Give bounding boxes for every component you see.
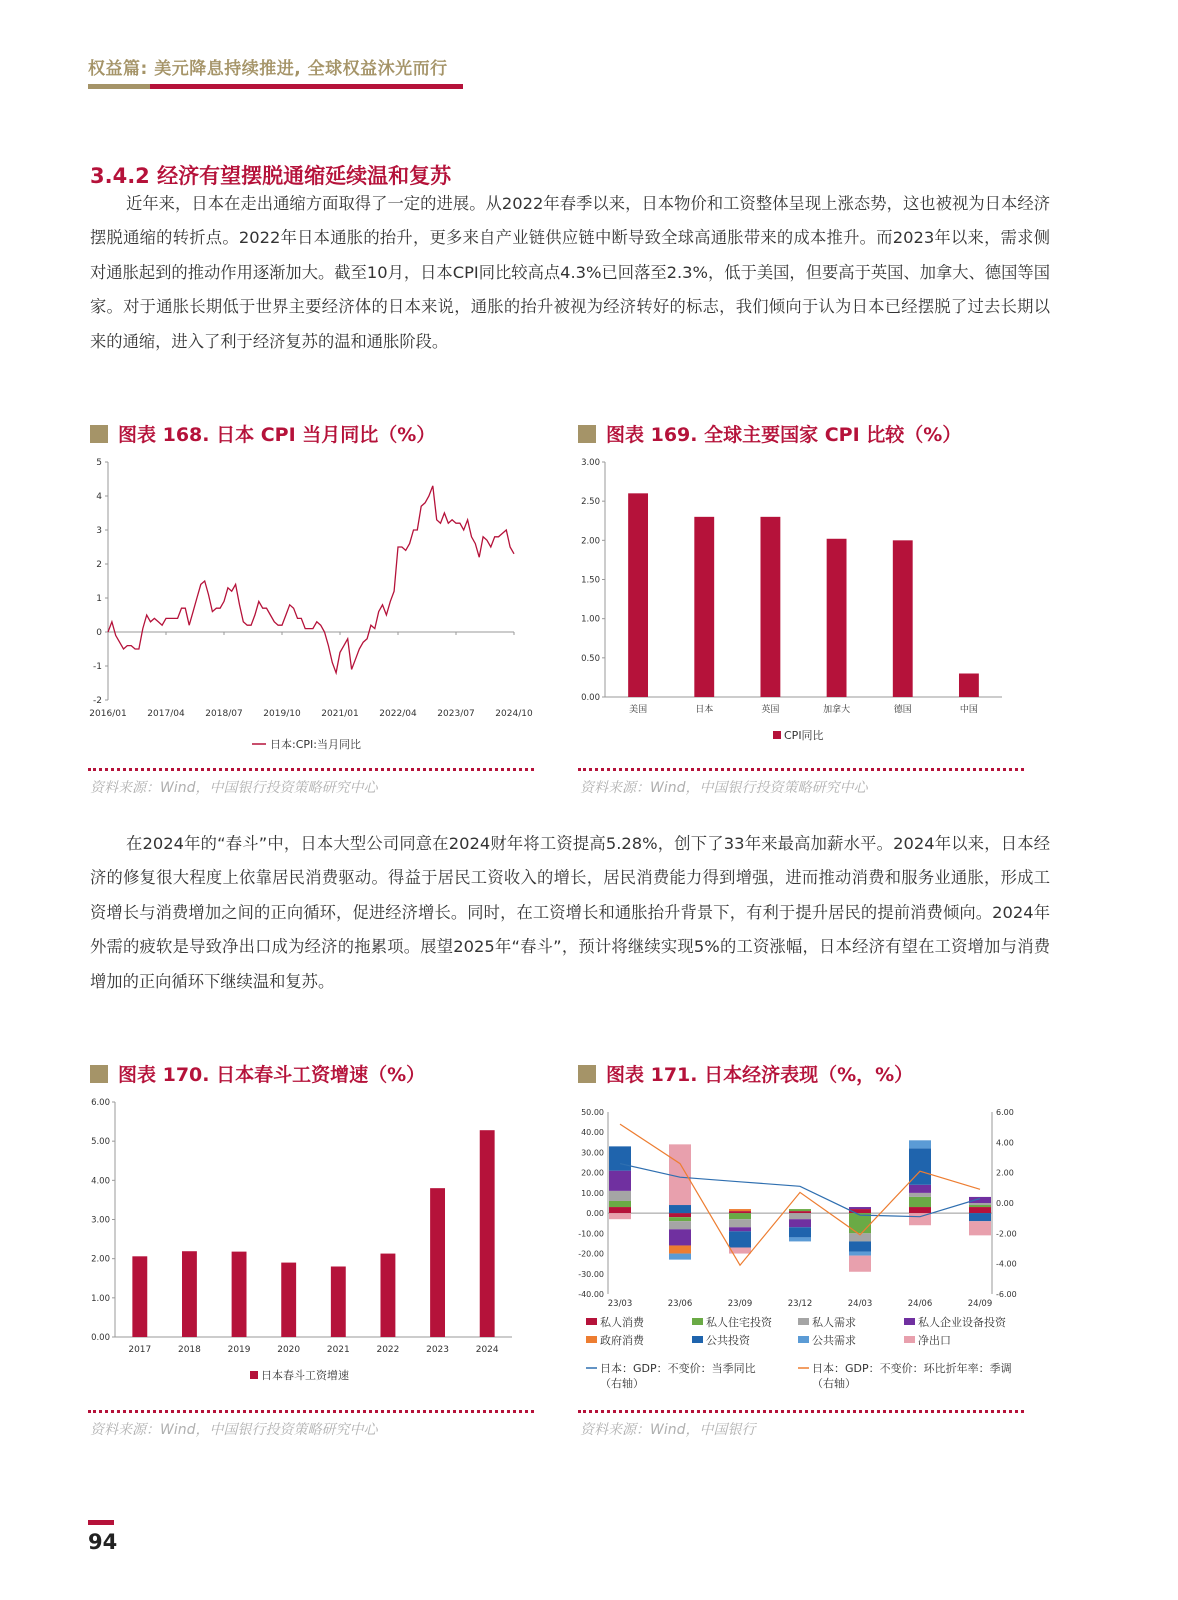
bar bbox=[281, 1263, 296, 1337]
y-tick-label: 1.00 bbox=[581, 614, 600, 625]
y-tick-label: 0.00 bbox=[581, 693, 600, 703]
y-left-tick-label: 50.00 bbox=[581, 1108, 604, 1117]
x-tick-label: 2024 bbox=[475, 1345, 499, 1355]
dotted-divider-170 bbox=[88, 1410, 534, 1413]
bar bbox=[182, 1251, 197, 1337]
y-tick-label: 1.00 bbox=[91, 1293, 110, 1304]
source-168: 资料来源：Wind，中国银行投资策略研究中心 bbox=[90, 780, 378, 796]
x-tick-label: 德国 bbox=[893, 705, 912, 715]
y-left-tick-label: -40.00 bbox=[578, 1290, 604, 1299]
y-left-tick-label: 30.00 bbox=[581, 1148, 604, 1158]
chart-title-170 bbox=[90, 1060, 425, 1087]
bar bbox=[331, 1267, 346, 1338]
legend-label: 私人需求 bbox=[812, 1316, 856, 1329]
y-tick-label: 2.00 bbox=[581, 536, 600, 547]
chart-title-168 bbox=[90, 420, 435, 447]
stacked-bar-segment bbox=[909, 1185, 931, 1193]
stacked-bar-segment bbox=[969, 1205, 991, 1207]
y-left-tick-label: -10.00 bbox=[578, 1229, 604, 1239]
y-tick-label: 5 bbox=[96, 458, 102, 468]
source-171: 资料来源：Wind，中国银行 bbox=[580, 1422, 756, 1438]
source-170: 资料来源：Wind，中国银行投资策略研究中心 bbox=[90, 1422, 378, 1438]
x-tick-label: 2023 bbox=[426, 1345, 450, 1355]
y-left-tick-label: 40.00 bbox=[581, 1128, 604, 1138]
paragraph-1 bbox=[90, 187, 1050, 359]
chart-title-170-text: 图表 170. 日本春斗工资增速（%） bbox=[118, 1064, 426, 1086]
x-tick-label: 23/03 bbox=[607, 1299, 633, 1309]
stacked-bar-segment bbox=[789, 1227, 811, 1237]
stacked-bar-segment bbox=[789, 1213, 811, 1219]
x-tick-label: 2021 bbox=[326, 1345, 350, 1355]
stacked-bar-segment bbox=[669, 1254, 691, 1260]
legend-swatch bbox=[798, 1318, 809, 1325]
stacked-bar-segment bbox=[669, 1213, 691, 1217]
stacked-bar-segment bbox=[849, 1241, 871, 1251]
x-tick-label: 2021/01 bbox=[321, 709, 359, 719]
legend-swatch bbox=[904, 1318, 915, 1325]
stacked-bar-segment bbox=[789, 1219, 811, 1227]
stacked-bar-segment bbox=[969, 1203, 991, 1205]
legend-label: 政府消费 bbox=[600, 1334, 644, 1347]
y-tick-label: 4 bbox=[96, 492, 102, 502]
legend-swatch bbox=[904, 1336, 915, 1343]
legend-label: 私人消费 bbox=[600, 1316, 644, 1329]
y-left-tick-label: -20.00 bbox=[578, 1249, 604, 1259]
header-bar bbox=[88, 84, 463, 89]
legend-label: 日本：GDP：不变价：当季同比（右轴） bbox=[600, 1362, 756, 1390]
y-right-tick-label: 4.00 bbox=[996, 1138, 1014, 1148]
header-title: 权益篇: 美元降息持续推进, 全球权益沐光而行 bbox=[88, 59, 448, 79]
y-tick-label: 3.00 bbox=[581, 458, 600, 468]
x-tick-label: 23/06 bbox=[667, 1299, 693, 1309]
y-tick-label: 3.00 bbox=[91, 1215, 110, 1226]
stacked-bar-segment bbox=[729, 1231, 751, 1247]
stacked-bar-segment bbox=[849, 1256, 871, 1272]
stacked-bar-segment bbox=[789, 1237, 811, 1241]
x-tick-label: 24/03 bbox=[847, 1299, 873, 1309]
chart-title-169 bbox=[578, 420, 961, 447]
stacked-bar-segment bbox=[909, 1193, 931, 1197]
bar bbox=[232, 1252, 247, 1337]
bar bbox=[132, 1256, 147, 1337]
legend-label: 日本春斗工资增速 bbox=[261, 1369, 349, 1382]
y-tick-label: 4.00 bbox=[91, 1176, 110, 1187]
legend-label: 私人企业设备投资 bbox=[918, 1316, 1006, 1329]
y-tick-label: 2.50 bbox=[581, 497, 600, 508]
chart-title-171 bbox=[578, 1060, 913, 1087]
stacked-bar-segment bbox=[969, 1207, 991, 1213]
stacked-bar-segment bbox=[969, 1213, 991, 1221]
stacked-bar-segment bbox=[849, 1252, 871, 1256]
page-number: 94 bbox=[88, 1530, 118, 1554]
x-tick-label: 2019/10 bbox=[263, 709, 301, 719]
bar bbox=[827, 539, 847, 697]
y-tick-label: 0 bbox=[96, 628, 102, 638]
stacked-bar-segment bbox=[609, 1146, 631, 1170]
legend-label: 日本:CPI:当月同比 bbox=[270, 738, 361, 751]
legend-label: 公共投资 bbox=[706, 1334, 750, 1347]
stacked-bar-segment bbox=[669, 1245, 691, 1253]
stacked-bar-segment bbox=[969, 1197, 991, 1203]
bar bbox=[380, 1254, 395, 1337]
legend-label: 净出口 bbox=[918, 1334, 951, 1347]
stacked-bar-segment bbox=[669, 1217, 691, 1221]
bar bbox=[480, 1130, 495, 1337]
x-tick-label: 2023/07 bbox=[437, 709, 475, 719]
y-right-tick-label: -4.00 bbox=[996, 1259, 1017, 1269]
chart-title-171-text: 图表 171. 日本经济表现（%，%） bbox=[606, 1064, 914, 1086]
y-tick-label: 0.50 bbox=[581, 653, 600, 664]
title-square-icon bbox=[90, 425, 108, 443]
title-square-icon bbox=[578, 1065, 596, 1083]
x-tick-label: 23/09 bbox=[727, 1299, 753, 1309]
legend-label: 公共需求 bbox=[812, 1334, 856, 1347]
x-tick-label: 2018 bbox=[177, 1345, 201, 1355]
y-tick-label: 1 bbox=[96, 594, 102, 604]
x-tick-label: 美国 bbox=[629, 705, 648, 715]
y-tick-label: 1.50 bbox=[581, 575, 600, 586]
source-169: 资料来源：Wind，中国银行投资策略研究中心 bbox=[580, 780, 868, 796]
y-left-tick-label: 10.00 bbox=[581, 1188, 604, 1198]
y-right-tick-label: -6.00 bbox=[996, 1290, 1017, 1299]
stacked-bar-segment bbox=[729, 1209, 751, 1211]
x-tick-label: 23/12 bbox=[787, 1299, 813, 1309]
y-tick-label: 5.00 bbox=[91, 1137, 110, 1148]
bar bbox=[430, 1188, 445, 1337]
paragraph-2-text: 在2024年的“春斗”中，日本大型公司同意在2024财年将工资提高5.28%，创下了33年来最高加薪水平。2024年以来，日本经济的修复很大程度上依靠居民消费驱动。得益于居民工资收入的增长，居民消费能力得到增强，进而推动消费和服务业通胀，形成工资增长与消费增加之间的正向循环，促进经济增长。同时，在工资增长和通胀抬升背景下，有利于提升居民的提前消费倾向。2024年外需的疲软是导致净出口成为经济的拖累项。展望2025年“春斗”，预计将继续实现5%的工资涨幅，日本经济有望在工资增加与消费增加的正向循环下继续温和复苏。 bbox=[90, 834, 1050, 991]
x-tick-label: 加拿大 bbox=[823, 705, 851, 715]
chart-171 bbox=[570, 1100, 1040, 1400]
stacked-bar-segment bbox=[609, 1191, 631, 1201]
x-tick-label: 中国 bbox=[959, 705, 978, 715]
dotted-divider-169 bbox=[578, 768, 1024, 771]
x-tick-label: 24/06 bbox=[907, 1299, 933, 1309]
legend-swatch bbox=[250, 1371, 258, 1379]
stacked-bar-segment bbox=[909, 1140, 931, 1148]
chart-title-168-text: 图表 168. 日本 CPI 当月同比（%） bbox=[118, 424, 436, 446]
stacked-bar-segment bbox=[849, 1207, 871, 1209]
y-tick-label: 2 bbox=[96, 560, 102, 570]
bar bbox=[959, 674, 979, 698]
y-right-tick-label: -2.00 bbox=[996, 1229, 1017, 1239]
stacked-bar-segment bbox=[789, 1209, 811, 1211]
y-right-tick-label: 0.00 bbox=[996, 1199, 1014, 1208]
chart-170 bbox=[80, 1092, 550, 1404]
legend-swatch bbox=[798, 1336, 809, 1343]
stacked-bar-segment bbox=[969, 1221, 991, 1235]
legend-swatch bbox=[692, 1318, 703, 1325]
page-number-mark bbox=[88, 1520, 114, 1525]
stacked-bar-segment bbox=[609, 1207, 631, 1213]
chart-title-169-text: 图表 169. 全球主要国家 CPI 比较（%） bbox=[606, 424, 962, 446]
bar bbox=[628, 493, 648, 697]
legend-swatch bbox=[692, 1336, 703, 1343]
paragraph-1-text: 近年来，日本在走出通缩方面取得了一定的进展。从2022年春季以来，日本物价和工资整体呈现上涨态势，这也被视为日本经济摆脱通缩的转折点。2022年日本通胀的抬升，更多来自产业链供应链中断导致全球高通胀带来的成本推升。而2023年以来，需求侧对通胀起到的推动作用逐渐加大。截至10月，日本CPI同比较高点4.3%已回落至2.3%，低于美国，但要高于英国、加拿大、德国等国家。对于通胀长期低于世界主要经济体的日本来说，通胀的抬升被视为经济转好的标志，我们倾向于认为日本已经摆脱了过去长期以来的通缩，进入了利于经济复苏的温和通胀阶段。 bbox=[90, 194, 1050, 351]
x-tick-label: 24/09 bbox=[967, 1299, 993, 1309]
stacked-bar-segment bbox=[609, 1213, 631, 1219]
y-tick-label: 3 bbox=[96, 526, 102, 536]
bar bbox=[760, 517, 780, 697]
legend-label: CPI同比 bbox=[784, 729, 824, 742]
bar bbox=[694, 517, 714, 697]
x-tick-label: 2022 bbox=[376, 1345, 400, 1355]
stacked-bar-segment bbox=[729, 1227, 751, 1231]
bar bbox=[893, 540, 913, 697]
stacked-bar-segment bbox=[669, 1221, 691, 1229]
legend-swatch bbox=[586, 1318, 597, 1325]
y-left-tick-label: -30.00 bbox=[578, 1269, 604, 1279]
legend-swatch bbox=[586, 1336, 597, 1343]
stacked-bar-segment bbox=[909, 1197, 931, 1207]
legend-label: 私人住宅投资 bbox=[706, 1316, 772, 1329]
stacked-bar-segment bbox=[609, 1201, 631, 1207]
legend-label: 日本：GDP：不变价：环比折年率：季调（右轴） bbox=[812, 1362, 1012, 1390]
paragraph-2 bbox=[90, 827, 1050, 999]
legend-swatch bbox=[773, 731, 781, 739]
stacked-bar-segment bbox=[669, 1205, 691, 1213]
stacked-bar-segment bbox=[849, 1213, 871, 1233]
stacked-bar-segment bbox=[669, 1144, 691, 1205]
x-tick-label: 日本 bbox=[695, 705, 714, 715]
x-tick-label: 2020 bbox=[277, 1345, 301, 1355]
chart-168 bbox=[80, 452, 550, 764]
stacked-bar-segment bbox=[909, 1207, 931, 1213]
x-tick-label: 2024/10 bbox=[495, 709, 533, 719]
dotted-divider-171 bbox=[578, 1410, 1024, 1413]
x-tick-label: 2019 bbox=[227, 1345, 251, 1355]
title-square-icon bbox=[578, 425, 596, 443]
y-left-tick-label: 0.00 bbox=[586, 1209, 604, 1219]
x-tick-label: 英国 bbox=[761, 705, 780, 715]
stacked-bar-segment bbox=[729, 1211, 751, 1213]
dotted-divider-168 bbox=[88, 768, 534, 771]
stacked-bar-segment bbox=[789, 1211, 811, 1213]
stacked-bar-segment bbox=[729, 1213, 751, 1219]
stacked-bar-segment bbox=[669, 1229, 691, 1245]
cpi-series-line bbox=[108, 486, 514, 673]
stacked-bar-segment bbox=[609, 1171, 631, 1191]
y-tick-label: -2 bbox=[93, 696, 102, 706]
y-tick-label: 2.00 bbox=[91, 1254, 110, 1265]
y-right-tick-label: 6.00 bbox=[996, 1108, 1014, 1117]
y-tick-label: 0.00 bbox=[91, 1333, 110, 1343]
y-left-tick-label: 20.00 bbox=[581, 1168, 604, 1178]
section-heading: 3.4.2 经济有望摆脱通缩延续温和复苏 bbox=[90, 164, 452, 188]
stacked-bar-segment bbox=[729, 1219, 751, 1227]
y-tick-label: -1 bbox=[93, 662, 102, 672]
x-tick-label: 2017 bbox=[128, 1345, 152, 1355]
y-right-tick-label: 2.00 bbox=[996, 1168, 1014, 1178]
x-tick-label: 2018/07 bbox=[205, 709, 243, 719]
x-tick-label: 2017/04 bbox=[147, 709, 185, 719]
title-square-icon bbox=[90, 1065, 108, 1083]
chart-169 bbox=[570, 452, 1040, 764]
y-tick-label: 6.00 bbox=[91, 1098, 110, 1108]
x-tick-label: 2016/01 bbox=[89, 709, 127, 719]
x-tick-label: 2022/04 bbox=[379, 709, 417, 719]
